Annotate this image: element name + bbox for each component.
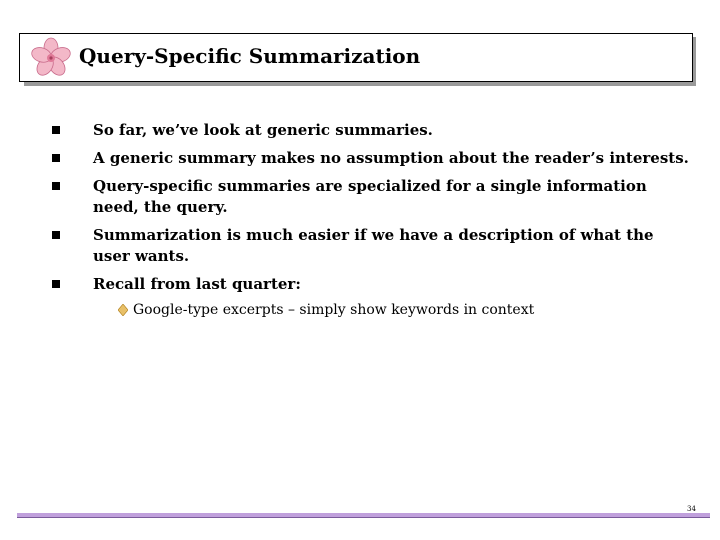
bullet-text: Recall from last quarter: — [93, 275, 301, 293]
bullet-text: Summarization is much easier if we have a description of what the user wants. — [93, 226, 654, 265]
page-number: 34 — [687, 505, 696, 513]
bullet-text: A generic summary makes no assumption about the reader’s interests. — [93, 149, 689, 167]
cherry-blossom-logo — [30, 37, 72, 79]
footer-rule — [17, 517, 710, 518]
diamond-bullet-icon — [118, 304, 128, 316]
square-bullet-icon — [52, 126, 60, 134]
title-bar — [19, 33, 693, 82]
bullet-text: So far, we’ve look at generic summaries. — [93, 121, 433, 139]
square-bullet-icon — [52, 280, 60, 288]
slide-title: Query-Specific Summarization — [79, 44, 421, 68]
bullet-text: Query-specific summaries are specialized for a single information need, the query. — [93, 177, 647, 216]
square-bullet-icon — [52, 231, 60, 239]
sub-bullet-text: Google-type excerpts – simply show keywords in context — [133, 302, 535, 318]
square-bullet-icon — [52, 182, 60, 190]
square-bullet-icon — [52, 154, 60, 162]
